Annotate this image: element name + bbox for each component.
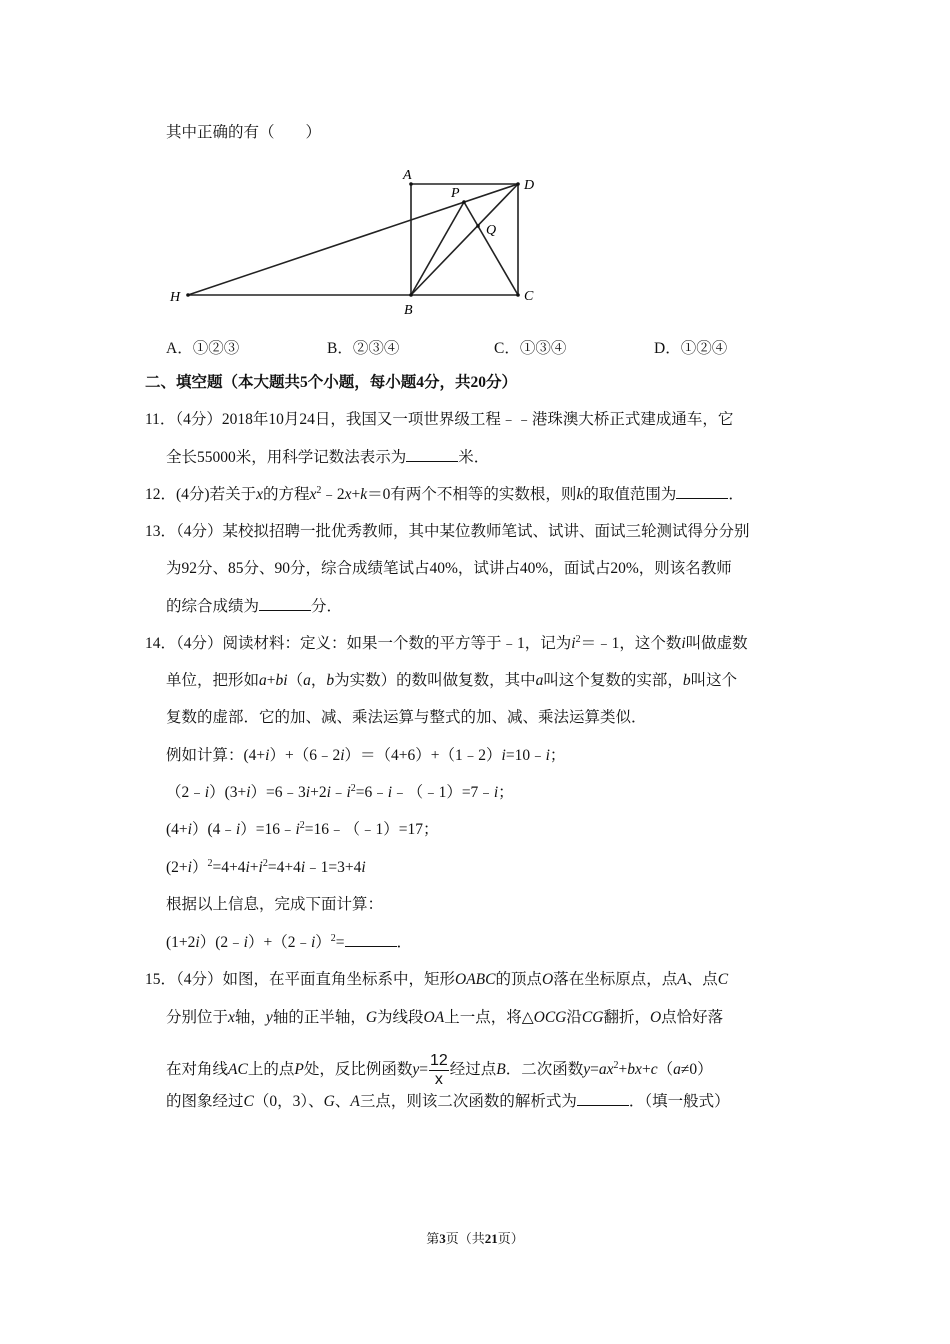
text-line	[166, 559, 732, 579]
math-variable: y	[265, 1009, 273, 1026]
math-variable: b	[682, 672, 691, 689]
math-variable: i	[300, 859, 306, 876]
option-value: ①②③	[192, 340, 240, 357]
text-run: 为92分、85分、90分，综合成绩笔试占40%，试讲占40%，面试占20%，则该名教师	[166, 560, 732, 577]
text-run: 13．（4分）某校拟招聘一批优秀教师，其中某位教师笔试、试讲、面试三轮测试得分分别	[145, 523, 750, 540]
math-variable: i	[265, 747, 270, 764]
text-run: =6﹣	[355, 784, 388, 801]
math-variable: bi	[275, 672, 288, 689]
text-run: 复数的虚部．它的加、减、乘法运算与整式的加、减、乘法运算类似．	[166, 709, 647, 726]
text-run: 叫这个	[690, 672, 738, 689]
text-run: ．二次函数	[505, 1061, 584, 1079]
math-variable: i	[295, 821, 300, 838]
text-run: 根据以上信息，完成下面计算：	[166, 896, 384, 913]
math-variable: i	[346, 784, 351, 801]
option-label: B．	[327, 340, 353, 357]
text-run: 全长55000米，用科学记数法表示为	[166, 449, 407, 466]
math-variable: a	[535, 672, 544, 689]
math-variable: G	[365, 1009, 378, 1026]
text-run: ﹣	[330, 784, 347, 801]
question-10-prompt: 其中正确的有（ ）	[166, 124, 322, 141]
label-p: P	[451, 186, 460, 201]
text-run: (4+	[166, 821, 188, 838]
option-value: ①②④	[680, 340, 728, 357]
text-run: 叫做虚数	[685, 635, 748, 652]
math-variable: i	[187, 859, 192, 876]
exponent: 2	[316, 485, 322, 496]
text-run: 处，反比例函数	[303, 1061, 413, 1079]
text-run: 的取值范围为	[583, 486, 677, 503]
label-b: B	[404, 303, 413, 318]
text-line	[166, 895, 383, 915]
text-run: 轴，	[234, 1009, 266, 1026]
text-run: 落在坐标原点，点	[553, 971, 678, 988]
text-run: ）(3+	[209, 784, 247, 801]
text-run: 12．(4分)若关于	[145, 486, 257, 503]
footer-text: 第	[426, 1231, 440, 1246]
geometry-figure	[0, 0, 950, 330]
math-variable: x	[256, 486, 263, 503]
math-variable: i	[387, 784, 393, 801]
label-c: C	[524, 289, 534, 304]
text-run: =10﹣	[505, 747, 546, 764]
text-line	[166, 1091, 730, 1112]
text-run: ）=6﹣3	[250, 784, 306, 801]
text-run: ≠0）	[680, 1061, 713, 1079]
text-line	[166, 708, 647, 728]
answer-blank	[259, 596, 311, 611]
text-run: 14．（4分）阅读材料：定义：如果一个数的平方等于﹣1，记为	[145, 635, 572, 652]
answer-blank	[676, 484, 728, 499]
label-a: A	[403, 168, 412, 183]
math-variable: B	[496, 1061, 506, 1079]
line-hd	[188, 184, 518, 295]
text-run: =	[335, 934, 345, 951]
answer-blank	[345, 932, 397, 947]
exponent: 2	[350, 783, 356, 794]
text-run: ）+（2﹣	[247, 934, 311, 951]
text-run: =	[419, 1061, 428, 1079]
math-variable: i	[681, 635, 686, 652]
math-variable: OA	[423, 1009, 445, 1026]
total-pages: 21	[484, 1231, 498, 1246]
text-run: 分．	[311, 598, 343, 615]
label-h: H	[170, 290, 181, 305]
math-variable: a	[303, 672, 311, 689]
option-a[interactable]	[166, 336, 239, 358]
text-run: 例如计算：(4+	[166, 747, 266, 764]
option-b[interactable]	[327, 336, 399, 358]
footer-text: 页）	[497, 1231, 524, 1246]
text-run: ＝0有两个不相等的实数根，则	[367, 486, 577, 503]
option-value: ②③④	[352, 340, 400, 357]
text-run: +2	[310, 784, 327, 801]
math-variable: b	[326, 672, 335, 689]
text-line	[166, 1008, 723, 1028]
denominator: x	[434, 1071, 443, 1088]
text-run: 的图象经过	[166, 1093, 244, 1110]
text-run: 在对角线	[166, 1061, 229, 1079]
fraction	[429, 1052, 449, 1089]
option-label: C．	[494, 340, 520, 357]
text-run: 三点，则该二次函数的解析式为	[359, 1093, 577, 1110]
text-line	[166, 447, 489, 468]
math-variable: i	[571, 635, 576, 652]
text-run: =4+4	[212, 859, 246, 876]
math-variable: a	[673, 1061, 681, 1079]
exponent: 2	[207, 858, 213, 869]
math-variable: i	[235, 821, 241, 838]
text-run: 翻折，	[603, 1009, 650, 1026]
math-variable: i	[195, 934, 200, 951]
math-variable: k	[576, 486, 584, 503]
option-label: D．	[654, 340, 681, 357]
text-run: ﹣1=3+4	[305, 859, 362, 876]
math-variable: ax	[598, 1061, 614, 1079]
text-run: （	[657, 1061, 674, 1079]
math-variable: C	[243, 1093, 254, 1110]
text-run: （2﹣	[166, 784, 205, 801]
text-run: ）(4﹣	[191, 821, 236, 838]
exponent: 2	[299, 820, 305, 831]
text-run: ）=16﹣	[240, 821, 296, 838]
math-variable: A	[677, 971, 687, 988]
text-run: ，	[310, 672, 327, 689]
option-d[interactable]	[654, 336, 727, 358]
text-run: 单位，把形如	[166, 672, 260, 689]
math-variable: G	[323, 1093, 335, 1110]
math-variable: a	[259, 672, 267, 689]
text-line	[166, 783, 514, 803]
math-variable: i	[245, 859, 250, 876]
math-variable: y	[412, 1061, 420, 1079]
text-line	[145, 634, 748, 654]
text-run: 、点	[686, 971, 718, 988]
math-variable: i	[204, 784, 210, 801]
text-run: ）＝（4+6）+（1﹣2）	[344, 747, 502, 764]
text-run: +	[266, 672, 276, 689]
math-variable: i	[310, 934, 316, 951]
exponent: 2	[575, 634, 581, 645]
text-run: 的方程	[262, 486, 310, 503]
text-line	[166, 596, 342, 617]
text-run: 上一点，将△	[444, 1009, 534, 1026]
text-run: 15．（4分）如图，在平面直角坐标系中，矩形	[145, 971, 456, 988]
math-variable: C	[717, 971, 729, 988]
math-variable: O	[542, 971, 554, 988]
text-line	[145, 484, 744, 505]
option-label: A．	[166, 340, 193, 357]
math-variable: x	[228, 1009, 235, 1026]
page-number: 3	[439, 1231, 446, 1246]
text-run: ；	[498, 784, 514, 801]
numerator: 12	[429, 1052, 448, 1069]
text-run: 点恰好落	[661, 1009, 724, 1026]
text-run: ＝﹣1，这个数	[580, 635, 682, 652]
text-run: (2+	[166, 859, 188, 876]
math-variable: OCG	[533, 1009, 567, 1026]
answer-blank	[406, 447, 458, 462]
text-run: （	[287, 672, 304, 689]
page-footer	[0, 1228, 950, 1247]
math-variable: bx	[627, 1061, 642, 1079]
text-line	[166, 820, 439, 840]
text-run: 沿	[566, 1009, 582, 1026]
text-run: 轴的正半轴，	[272, 1009, 366, 1026]
text-run: 为线段	[377, 1009, 424, 1026]
math-variable: i	[243, 934, 248, 951]
text-line	[166, 671, 737, 691]
text-run: ﹣2	[321, 486, 345, 503]
text-line	[145, 410, 733, 430]
footer-text: 页（共	[445, 1231, 485, 1246]
math-variable: x	[309, 486, 317, 503]
section-2-title: 二、填空题（本大题共5个小题，每小题4分，共20分）	[145, 374, 518, 391]
text-run: ）	[191, 859, 208, 876]
math-variable: i	[326, 784, 331, 801]
text-run: =16﹣（﹣1）=17；	[304, 821, 439, 838]
text-run: +	[641, 1061, 651, 1079]
math-variable: OABC	[455, 971, 496, 988]
text-run: =	[590, 1061, 599, 1079]
math-variable: i	[305, 784, 311, 801]
text-run: ﹣（﹣1）=7﹣	[392, 784, 494, 801]
text-run: ．	[728, 486, 744, 503]
math-variable: i	[258, 859, 263, 876]
line-pc	[464, 202, 518, 295]
option-c[interactable]	[494, 336, 566, 358]
text-run: ）+（6﹣2	[269, 747, 341, 764]
text-line	[145, 522, 750, 542]
math-variable: i	[361, 859, 366, 876]
text-run: ；	[549, 747, 566, 764]
text-line	[166, 932, 412, 953]
answer-blank	[577, 1091, 629, 1106]
exponent: 2	[262, 858, 268, 869]
math-variable: c	[650, 1061, 658, 1079]
text-run: 经过点	[449, 1061, 497, 1079]
text-run: =4+4	[267, 859, 301, 876]
text-line	[166, 858, 366, 878]
text-run: 为实数）的数叫做复数，其中	[334, 672, 536, 689]
text-run: ．（填一般式）	[628, 1093, 730, 1110]
text-line	[145, 970, 728, 990]
text-run: +	[249, 859, 259, 876]
text-run: 上的点	[247, 1061, 295, 1079]
text-run: （0，3）、	[253, 1093, 324, 1110]
text-run: 、	[334, 1093, 351, 1110]
text-line	[166, 746, 565, 766]
text-run: (1+2	[166, 934, 196, 951]
math-variable: i	[501, 747, 506, 764]
math-variable: O	[649, 1009, 662, 1026]
math-variable: x	[344, 486, 352, 503]
exponent: 2	[613, 1060, 619, 1072]
text-run: 11．（4分）2018年10月24日，我国又一项世界级工程﹣﹣港珠澳大桥正式建成通车，它	[145, 411, 734, 428]
option-value: ①③④	[519, 340, 567, 357]
math-variable: AC	[228, 1061, 248, 1079]
label-q: Q	[486, 223, 497, 238]
math-variable: i	[187, 821, 192, 838]
text-run: +	[618, 1061, 628, 1079]
math-variable: i	[493, 784, 499, 801]
text-run: +	[351, 486, 361, 503]
text-run: ）	[315, 934, 331, 951]
exponent: 2	[330, 933, 336, 944]
text-run: ）(2﹣	[199, 934, 244, 951]
math-variable: i	[340, 747, 345, 764]
text-run: ．	[396, 934, 413, 951]
math-variable: P	[294, 1061, 304, 1079]
text-line	[166, 1052, 713, 1089]
math-variable: y	[583, 1061, 591, 1079]
math-variable: CG	[581, 1009, 604, 1026]
text-run: 的顶点	[495, 971, 542, 988]
label-d: D	[524, 178, 535, 193]
math-variable: i	[246, 784, 251, 801]
text-run: 分别位于	[166, 1009, 229, 1026]
text-run: 的综合成绩为	[166, 598, 260, 615]
math-variable: k	[360, 486, 368, 503]
text-run: 米．	[458, 449, 490, 466]
text-run: 叫这个复数的实部，	[543, 672, 683, 689]
math-variable: i	[545, 747, 550, 764]
math-variable: A	[350, 1093, 360, 1110]
